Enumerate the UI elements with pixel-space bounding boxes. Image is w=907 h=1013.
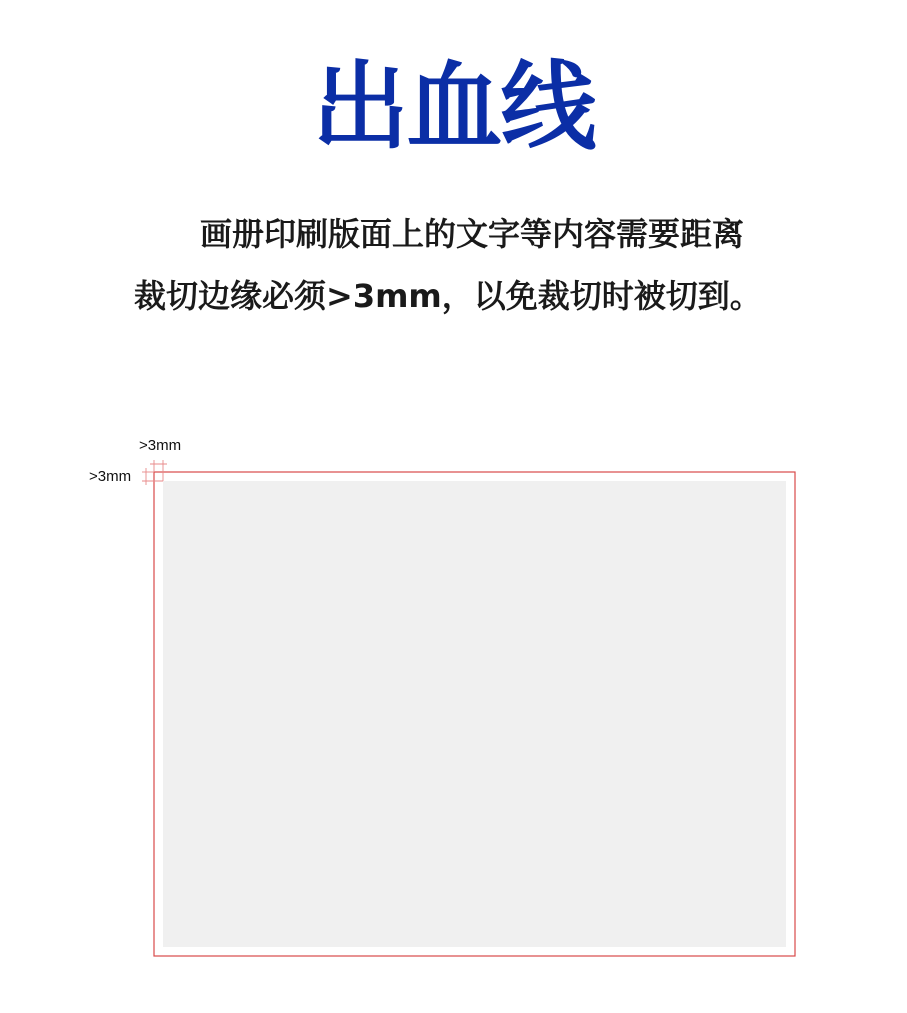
page-title: 出血线 <box>312 51 595 163</box>
bleed-line <box>154 472 795 956</box>
left-margin-label: >3mm <box>89 468 132 485</box>
content-area <box>163 481 786 947</box>
description-line-2: 裁切边缘必须>3mm，以免裁切时被切到。 <box>134 277 762 315</box>
left-margin-guide <box>142 468 163 485</box>
description-line-1: 画册印刷版面上的文字等内容需要距离 <box>200 215 745 253</box>
top-margin-label: >3mm <box>139 437 182 454</box>
top-margin-guide <box>150 460 167 481</box>
